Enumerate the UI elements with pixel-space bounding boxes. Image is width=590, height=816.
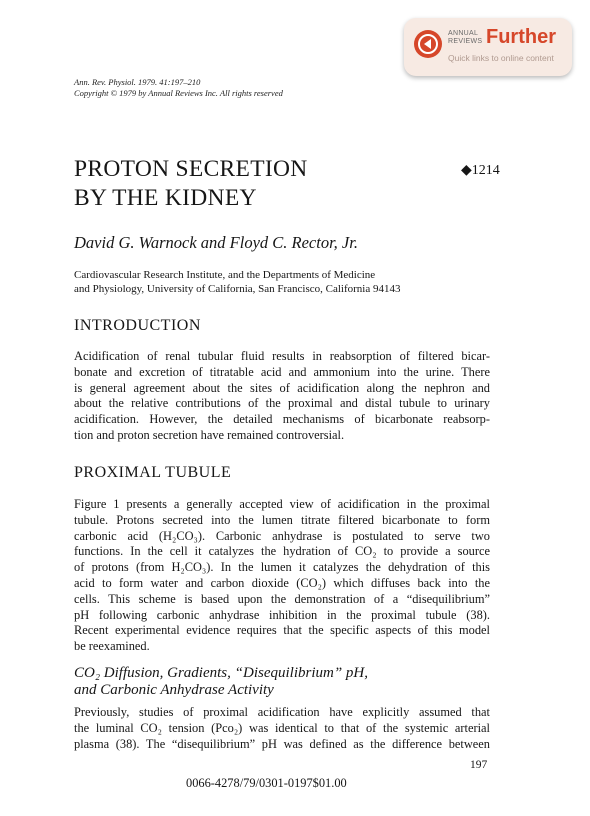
subsection-paragraph	[74, 705, 490, 752]
further-badge[interactable]	[404, 18, 572, 76]
section-heading-introduction: INTRODUCTION	[74, 317, 201, 334]
subsection-heading: CO₂ Diffusion, Gradients, “Disequilibrium” pH, and Carbonic Anhydrase Activity	[74, 665, 368, 698]
citation	[74, 77, 283, 99]
text-line: cells. This scheme is based upon the demonstration of a “disequilibrium”	[74, 591, 490, 606]
section-heading-proximal-tubule: PROXIMAL TUBULE	[74, 464, 232, 481]
introduction-paragraph	[74, 349, 490, 444]
article-title: PROTON SECRETION BY THE KIDNEY	[74, 156, 308, 211]
text-line: be reexamined.	[74, 639, 150, 654]
authors: David G. Warnock and Floyd C. Rector, Jr.	[74, 233, 358, 252]
text-line: of protons (from H₂CO₃). In the lumen it catalyzes the dehydration of this	[74, 560, 490, 575]
text-line: pH following carbonic anhydrase inhibition in the proximal tubule (38).	[74, 607, 490, 622]
proximal-paragraph	[74, 497, 490, 655]
play-icon	[414, 30, 442, 58]
text-line: Recent experimental evidence requires that the specific aspects of this model	[74, 623, 490, 638]
text-line: Acidification of renal tubular fluid results in reabsorption of filtered bicar-	[74, 349, 490, 363]
text-line: about the relative contributions of the proximal and distal tubule to urinary	[74, 396, 490, 411]
text-line: acidification. However, the detailed mechanisms of bicarbonate reabsorp-	[74, 412, 490, 427]
article-number: ◆1214	[461, 163, 500, 178]
text-line: acid to form water and carbon dioxide (CO₂) which diffuses back into the	[74, 575, 490, 590]
text-line: Previously, studies of proximal acidification have explicitly assumed that	[74, 705, 490, 719]
footer-code: 0066-4278/79/0301-0197$01.00	[186, 776, 347, 790]
citation-line: Ann. Rev. Physiol. 1979. 41:197–210	[74, 77, 201, 87]
text-line: plasma (38). The “disequilibrium” pH was defined as the difference between	[74, 736, 490, 751]
text-line: carbonic acid (H₂CO₃). Carbonic anhydrase is postulated to serve two	[74, 528, 490, 543]
copyright-line: Copyright © 1979 by Annual Reviews Inc. All rights reserved	[74, 88, 283, 98]
affiliation: Cardiovascular Research Institute, and the Departments of Medicine and Physiology, University of California, San Francisco, California 94143	[74, 269, 401, 295]
text-line: is general agreement about the sites of acidification along the nephron and	[74, 380, 490, 395]
page-number: 197	[470, 759, 488, 771]
text-line: bonate and excretion of titratable acid and ammonium into the urine. There	[74, 364, 490, 379]
text-line: functions. In the cell it catalyzes the hydration of CO₂ to provide a source	[74, 544, 490, 559]
text-line: Figure 1 presents a generally accepted view of acidification in the proximal	[74, 497, 490, 511]
further-label: Further	[486, 26, 556, 48]
text-line: the luminal CO₂ tension (Pco₂) was identical to that of the systemic arterial	[74, 720, 490, 735]
annual-reviews-logo: ANNUAL REVIEWS	[448, 30, 483, 45]
text-line: tion and proton secretion have remained controversial.	[74, 427, 345, 442]
text-line: tubule. Protons secreted into the lumen titrate filtered bicarbonate to form	[74, 512, 490, 527]
further-tagline: Quick links to online content	[448, 53, 554, 63]
